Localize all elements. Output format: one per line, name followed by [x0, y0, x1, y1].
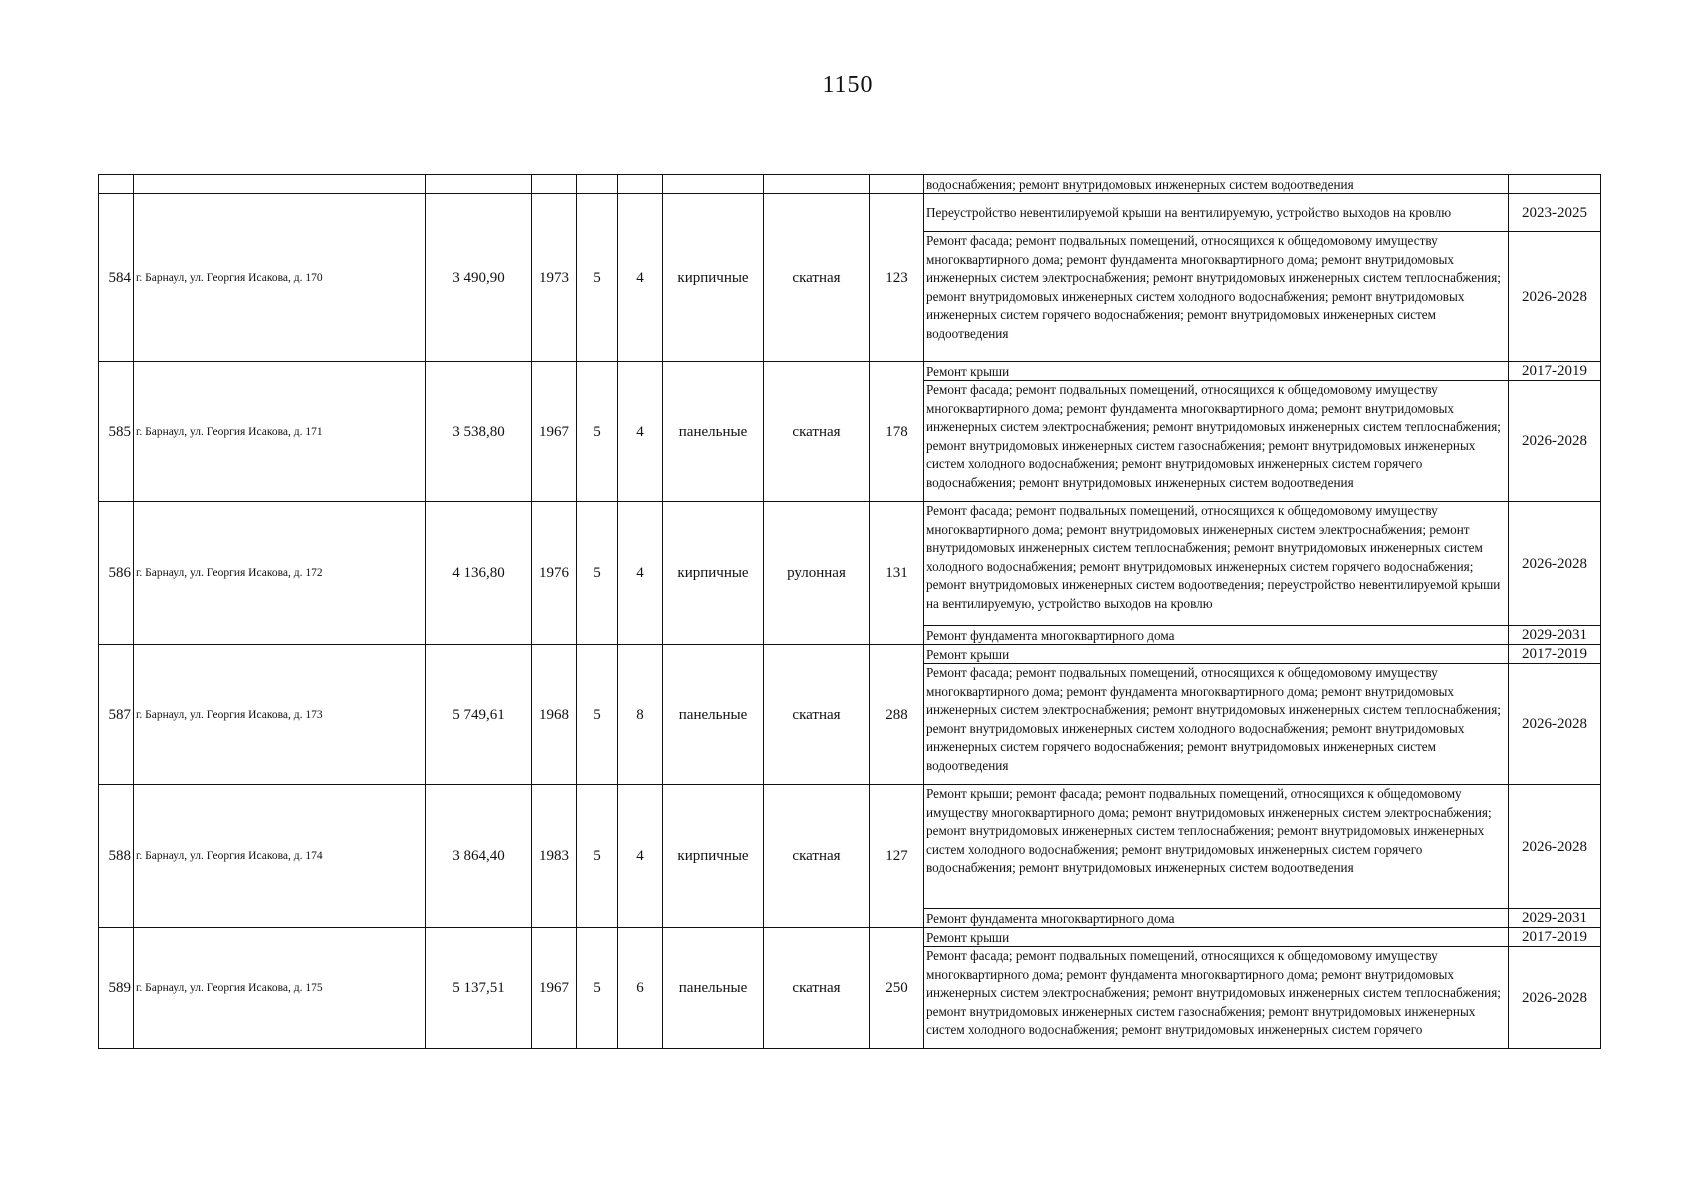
- cell-wall-material: панельные: [663, 362, 764, 502]
- cell-area: 3 538,80: [426, 362, 532, 502]
- cell-empty: [532, 175, 577, 194]
- cell-wall-material: кирпичные: [663, 194, 764, 362]
- cell-roof-type: рулонная: [764, 502, 870, 645]
- cell-address: г. Барнаул, ул. Георгия Исакова, д. 175: [134, 928, 426, 1049]
- cell-residents: 131: [870, 502, 924, 645]
- cell-empty: [577, 175, 618, 194]
- period-cell: 2023-2025: [1509, 194, 1601, 232]
- cell-building-number: 586: [99, 502, 134, 645]
- cell-address: г. Барнаул, ул. Георгия Исакова, д. 172: [134, 502, 426, 645]
- cell-entrances: 4: [618, 194, 663, 362]
- cell-wall-material: панельные: [663, 928, 764, 1049]
- cell-building-number: 588: [99, 785, 134, 928]
- cell-year: 1968: [532, 645, 577, 785]
- cell-roof-type: скатная: [764, 785, 870, 928]
- works-cell: Ремонт фасада; ремонт подвальных помещений, относящихся к общедомовому имуществу многоквартирного дома; ремонт фундамента многоквартирного дома; ремонт внутридомовых инженерных систем электроснабжения; ремонт внутридомовых инженерных систем теплоснабжения; ремонт внутридомовых инженерных систем холодного водоснабжения; ремонт внутридомовых инженерных систем горячего водоснабжения; ремонт внутридомовых инженерных систем водоотведения: [924, 232, 1509, 362]
- cell-roof-type: скатная: [764, 928, 870, 1049]
- cell-floors: 5: [577, 362, 618, 502]
- table-row: [99, 928, 1601, 947]
- cell-roof-type: скатная: [764, 194, 870, 362]
- cell-residents: 178: [870, 362, 924, 502]
- works-cell: Ремонт крыши; ремонт фасада; ремонт подвальных помещений, относящихся к общедомовому имуществу многоквартирного дома; ремонт внутридомовых инженерных систем электроснабжения; ремонт внутридомовых инженерных систем теплоснабжения; ремонт внутридомовых инженерных систем холодного водоснабжения; ремонт внутридомовых инженерных систем горячего водоснабжения; ремонт внутридомовых инженерных систем водоотведения: [924, 785, 1509, 909]
- cell-area: 3 864,40: [426, 785, 532, 928]
- cell-empty: [618, 175, 663, 194]
- capital-repair-table: [98, 174, 1601, 1049]
- cell-address: г. Барнаул, ул. Георгия Исакова, д. 173: [134, 645, 426, 785]
- cell-area: 5 749,61: [426, 645, 532, 785]
- period-cell: 2026-2028: [1509, 947, 1601, 1049]
- works-cell: Ремонт фундамента многоквартирного дома: [924, 909, 1509, 928]
- cell-roof-type: скатная: [764, 645, 870, 785]
- period-cell: 2026-2028: [1509, 785, 1601, 909]
- cell-building-number: 585: [99, 362, 134, 502]
- table-row: [99, 502, 1601, 626]
- works-cell: Ремонт крыши: [924, 362, 1509, 381]
- cell-building-number: 589: [99, 928, 134, 1049]
- cell-area: 5 137,51: [426, 928, 532, 1049]
- cell-wall-material: кирпичные: [663, 785, 764, 928]
- works-cell: Переустройство невентилируемой крыши на вентилируемую, устройство выходов на кровлю: [924, 194, 1509, 232]
- period-cell: [1509, 175, 1601, 194]
- table-body: [99, 175, 1601, 1049]
- cell-floors: 5: [577, 502, 618, 645]
- cell-entrances: 4: [618, 362, 663, 502]
- cell-area: 4 136,80: [426, 502, 532, 645]
- works-cell: Ремонт фасада; ремонт подвальных помещений, относящихся к общедомовому имуществу многоквартирного дома; ремонт фундамента многоквартирного дома; ремонт внутридомовых инженерных систем электроснабжения; ремонт внутридомовых инженерных систем теплоснабжения; ремонт внутридомовых инженерных систем холодного водоснабжения; ремонт внутридомовых инженерных систем горячего водоснабжения; ремонт внутридомовых инженерных систем водоотведения: [924, 664, 1509, 785]
- cell-residents: 123: [870, 194, 924, 362]
- table-row: [99, 194, 1601, 232]
- cell-address: г. Барнаул, ул. Георгия Исакова, д. 170: [134, 194, 426, 362]
- page-number: 1150: [822, 72, 874, 98]
- cell-building-number: 587: [99, 645, 134, 785]
- cell-year: 1983: [532, 785, 577, 928]
- cell-residents: 127: [870, 785, 924, 928]
- period-cell: 2017-2019: [1509, 362, 1601, 381]
- cell-empty: [663, 175, 764, 194]
- period-cell: 2026-2028: [1509, 664, 1601, 785]
- cell-building-number: 584: [99, 194, 134, 362]
- cell-empty: [99, 175, 134, 194]
- cell-floors: 5: [577, 928, 618, 1049]
- cell-year: 1967: [532, 362, 577, 502]
- works-cell: Ремонт фасада; ремонт подвальных помещений, относящихся к общедомовому имуществу многоквартирного дома; ремонт фундамента многоквартирного дома; ремонт внутридомовых инженерных систем электроснабжения; ремонт внутридомовых инженерных систем теплоснабжения; ремонт внутридомовых инженерных систем газоснабжения; ремонт внутридомовых инженерных систем холодного водоснабжения; ремонт внутридомовых инженерных систем горячего: [924, 947, 1509, 1049]
- works-cell: Ремонт фасада; ремонт подвальных помещений, относящихся к общедомовому имуществу многоквартирного дома; ремонт внутридомовых инженерных систем электроснабжения; ремонт внутридомовых инженерных систем теплоснабжения; ремонт внутридомовых инженерных систем холодного водоснабжения; ремонт внутридомовых инженерных систем горячего водоснабжения; ремонт внутридомовых инженерных систем водоотведения; переустройство невентилируемой крыши на вентилируемую, устройство выходов на кровлю: [924, 502, 1509, 626]
- cell-year: 1973: [532, 194, 577, 362]
- table-row: [99, 645, 1601, 664]
- cell-address: г. Барнаул, ул. Георгия Исакова, д. 174: [134, 785, 426, 928]
- period-cell: 2017-2019: [1509, 928, 1601, 947]
- cell-empty: [426, 175, 532, 194]
- period-cell: 2026-2028: [1509, 381, 1601, 502]
- cell-empty: [764, 175, 870, 194]
- cell-entrances: 4: [618, 785, 663, 928]
- cell-floors: 5: [577, 785, 618, 928]
- cell-floors: 5: [577, 645, 618, 785]
- cell-wall-material: панельные: [663, 645, 764, 785]
- cell-wall-material: кирпичные: [663, 502, 764, 645]
- works-cell: водоснабжения; ремонт внутридомовых инженерных систем водоотведения: [924, 175, 1509, 194]
- continuation-row: [99, 175, 1601, 194]
- period-cell: 2029-2031: [1509, 909, 1601, 928]
- period-cell: 2026-2028: [1509, 232, 1601, 362]
- works-cell: Ремонт фасада; ремонт подвальных помещений, относящихся к общедомовому имуществу многоквартирного дома; ремонт фундамента многоквартирного дома; ремонт внутридомовых инженерных систем электроснабжения; ремонт внутридомовых инженерных систем теплоснабжения; ремонт внутридомовых инженерных систем газоснабжения; ремонт внутридомовых инженерных систем холодного водоснабжения; ремонт внутридомовых инженерных систем горячего водоснабжения; ремонт внутридомовых инженерных систем водоотведения: [924, 381, 1509, 502]
- cell-entrances: 6: [618, 928, 663, 1049]
- cell-entrances: 4: [618, 502, 663, 645]
- cell-roof-type: скатная: [764, 362, 870, 502]
- cell-empty: [134, 175, 426, 194]
- cell-area: 3 490,90: [426, 194, 532, 362]
- cell-floors: 5: [577, 194, 618, 362]
- table-row: [99, 785, 1601, 909]
- cell-year: 1976: [532, 502, 577, 645]
- works-cell: Ремонт крыши: [924, 928, 1509, 947]
- cell-address: г. Барнаул, ул. Георгия Исакова, д. 171: [134, 362, 426, 502]
- cell-residents: 288: [870, 645, 924, 785]
- works-cell: Ремонт крыши: [924, 645, 1509, 664]
- cell-residents: 250: [870, 928, 924, 1049]
- period-cell: 2026-2028: [1509, 502, 1601, 626]
- cell-empty: [870, 175, 924, 194]
- cell-entrances: 8: [618, 645, 663, 785]
- period-cell: 2029-2031: [1509, 626, 1601, 645]
- table-row: [99, 362, 1601, 381]
- period-cell: 2017-2019: [1509, 645, 1601, 664]
- works-cell: Ремонт фундамента многоквартирного дома: [924, 626, 1509, 645]
- cell-year: 1967: [532, 928, 577, 1049]
